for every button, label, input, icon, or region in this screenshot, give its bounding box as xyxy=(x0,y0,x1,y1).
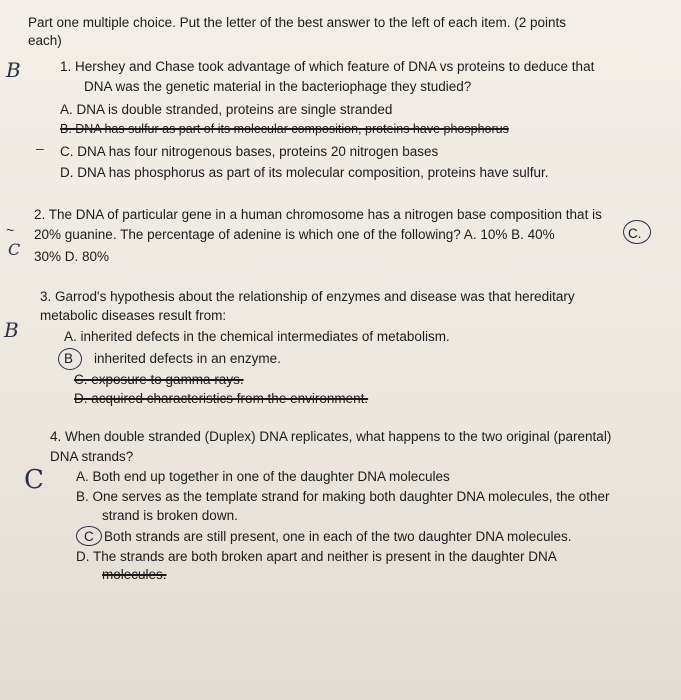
q3-option-d-struck: D. acquired characteristics from the environment. xyxy=(74,391,369,406)
q1-handwritten-answer: B xyxy=(6,58,21,82)
q2-handwritten-answer: C xyxy=(8,240,21,259)
q3-option-a: A. inherited defects in the chemical intermediates of metabolism. xyxy=(64,329,450,344)
q4-option-b-line1: B. One serves as the template strand for making both daughter DNA molecules, the other xyxy=(76,489,610,504)
q3-option-c-struck: C. exposure to gamma rays. xyxy=(74,372,244,387)
q2-stem-line1: 2. The DNA of particular gene in a human chromosome has a nitrogen base composition that is xyxy=(34,207,602,222)
q4-stem-line2: DNA strands? xyxy=(50,449,134,464)
q2-stem-line3: 30% D. 80% xyxy=(34,249,110,264)
instructions-line1: Part one multiple choice. Put the letter of the best answer to the left of each item. (2 points xyxy=(28,15,567,30)
q3-option-b-letter: B xyxy=(64,351,74,366)
q1-option-d: D. DNA has phosphorus as part of its molecular composition, proteins have sulfur. xyxy=(60,165,549,180)
q1-stem-line2: DNA was the genetic material in the bacteriophage they studied? xyxy=(84,79,472,94)
q2-stem-line2: 20% guanine. The percentage of adenine is which one of the following? A. 10% B. 40% xyxy=(34,227,555,242)
q4-handwritten-answer: C xyxy=(24,465,44,495)
q3-stem-line2: metabolic diseases result from: xyxy=(40,308,227,323)
q4-option-a: A. Both end up together in one of the daughter DNA molecules xyxy=(76,469,450,484)
q1-stem-line1: 1. Hershey and Chase took advantage of which feature of DNA vs proteins to deduce that xyxy=(60,59,595,74)
q2-circled-option: C. xyxy=(628,226,642,241)
q3-stem-line1: 3. Garrod's hypothesis about the relationship of enzymes and disease was that hereditary xyxy=(40,289,575,304)
q1-option-c: C. DNA has four nitrogenous bases, proteins 20 nitrogen bases xyxy=(60,144,439,159)
q4-option-d-line1: D. The strands are both broken apart and neither is present in the daughter DNA xyxy=(76,549,557,564)
q2-dash-mark: ~ xyxy=(6,222,15,238)
q4-option-c-letter: C xyxy=(84,529,94,544)
q3-option-b: inherited defects in an enzyme. xyxy=(94,351,281,366)
q1-option-b-struck: B. DNA has sulfur as part of its molecular composition, proteins have phosphorus xyxy=(60,122,509,136)
q4-stem-line1: 4. When double stranded (Duplex) DNA replicates, what happens to the two original (parental) xyxy=(50,429,612,444)
q1-dash-mark: – xyxy=(36,140,44,156)
q3-handwritten-answer: B xyxy=(4,318,19,342)
q4-option-b-line2: strand is broken down. xyxy=(102,508,238,523)
q1-option-a: A. DNA is double stranded, proteins are single stranded xyxy=(60,102,393,117)
q4-option-d-line2-struck: molecules. xyxy=(102,567,167,582)
instructions-line2: each) xyxy=(28,33,62,48)
q4-option-c: Both strands are still present, one in each of the two daughter DNA molecules. xyxy=(104,529,572,544)
